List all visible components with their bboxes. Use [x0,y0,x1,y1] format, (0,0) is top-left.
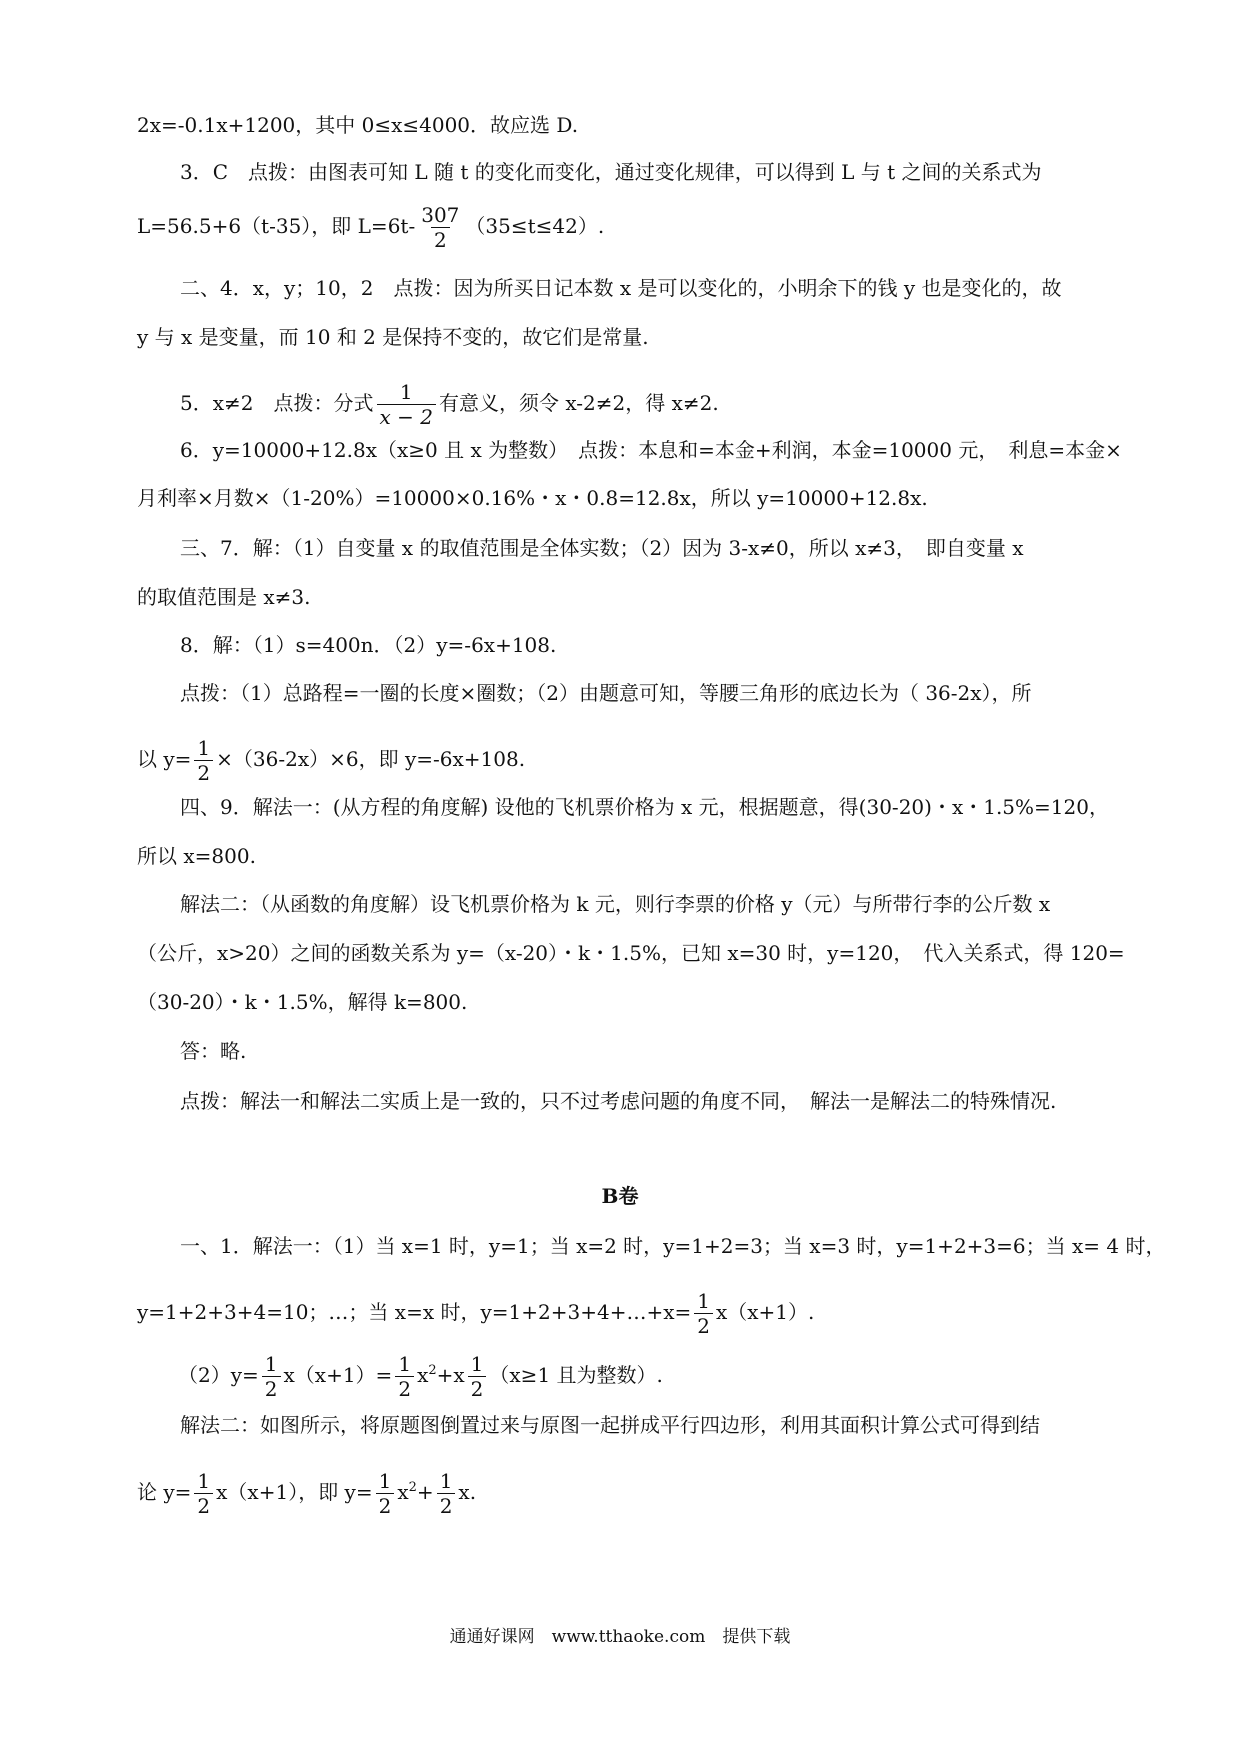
text-segment: 以 y= [137,747,192,771]
section-title: B卷 [601,1184,639,1208]
exponent: 2 [408,1480,417,1495]
fraction-denominator: 2 [376,1493,395,1518]
text-segment: x（x+1），即 y= [216,1480,373,1504]
text-line [137,736,525,785]
exponent: 2 [428,1363,437,1378]
text-line: 二、4．x，y；10，2 点拨：因为所买日记本数 x 是可以变化的，小明余下的钱 y 也是变化的，故 [180,276,1062,300]
fraction-numerator: 1 [197,1469,211,1493]
fraction-numerator: 1 [197,736,211,760]
fraction-numerator: 1 [470,1352,484,1376]
fraction-denominator: 2 [395,1376,414,1401]
text-line: 3．C 点拨：由图表可知 L 随 t 的变化而变化，通过变化规律，可以得到 L 与 t 之间的关系式为 [180,160,1042,184]
text-line [180,380,719,429]
fraction-denominator: 2 [431,227,450,252]
text-segment: L=56.5+6（t-35），即 L=6t- [137,214,416,238]
fraction [262,1352,281,1401]
text-line: （30-20）・k・1.5%，解得 k=800. [137,990,468,1014]
text-line: 月利率×月数×（1-20%）=10000×0.16%・x・0.8=12.8x，所以 y=10000+12.8x. [137,486,928,510]
text-line: 点拨：（1）总路程=一圈的长度×圈数；（2）由题意可知，等腰三角形的底边长为（ 36-2x），所 [180,681,1032,705]
text-segment: 5．x≠2 点拨：分式 [180,391,374,415]
fraction-numerator: 1 [378,1469,392,1493]
text-line [178,1352,663,1401]
text-line: 所以 x=800. [137,844,256,868]
fraction-numerator: 1 [264,1352,278,1376]
text-line: y 与 x 是变量，而 10 和 2 是保持不变的，故它们是常量. [137,325,649,349]
fraction [376,1469,395,1518]
text-line: 6．y=10000+12.8x（x≥0 且 x 为整数） 点拨：本息和=本金+利润，本金=10000 元， 利息=本金× [180,438,1122,462]
text-segment: （x≥1 且为整数）. [489,1363,663,1387]
text-line: 的取值范围是 x≠3. [137,585,311,609]
fraction-numerator: 1 [697,1289,710,1313]
text-segment: x（x+1）. [715,1300,815,1324]
fraction [468,1352,487,1401]
fraction [194,736,213,785]
fraction [395,1352,414,1401]
fraction-denominator: 2 [437,1493,456,1518]
fraction-denominator: x − 2 [377,404,436,429]
text-segment: ×（36-2x）×6，即 y=-6x+108. [216,747,526,771]
text-line: 点拨：解法一和解法二实质上是一致的，只不过考虑问题的角度不同， 解法一是解法二的特殊情况. [180,1089,1057,1113]
text-line: 解法二：如图所示，将原题图倒置过来与原图一起拼成平行四边形，利用其面积计算公式可得到结 [180,1413,1040,1437]
fraction-numerator: 1 [399,380,413,404]
text-segment: 有意义，须令 x-2≠2，得 x≠2. [438,391,719,415]
fraction-denominator: 2 [262,1376,281,1401]
text-line: 2x=-0.1x+1200，其中 0≤x≤4000．故应选 D. [137,113,579,137]
text-line: 三、7．解：（1）自变量 x 的取值范围是全体实数；（2）因为 3-x≠0，所以 x≠3， 即自变量 x [180,536,1024,560]
text-segment: x（x+1）= [283,1363,393,1387]
fraction-numerator: 1 [398,1352,412,1376]
fraction [377,380,436,429]
text-line: 一、1．解法一：（1）当 x=1 时，y=1；当 x=2 时，y=1+2=3；当 x=3 时，y=1+2+3=6；当 x= 4 时， [180,1234,1166,1258]
text-line [137,203,604,252]
text-segment: + [416,1480,434,1504]
text-line: （公斤，x>20）之间的函数关系为 y=（x-20）・k・1.5%，已知 x=30 时，y=120， 代入关系式，得 120= [137,941,1125,965]
text-line [137,1289,814,1338]
fraction-numerator: 1 [439,1469,453,1493]
page-footer: 通通好课网 www.tthaoke.com 提供下载 [449,1627,791,1647]
fraction [437,1469,456,1518]
fraction-denominator: 2 [468,1376,487,1401]
fraction [418,203,462,252]
text-line [137,1469,476,1518]
text-line: 8．解：（1）s=400n．（2）y=-6x+108. [180,633,557,657]
text-segment: x [417,1363,429,1387]
text-segment: x [397,1480,409,1504]
text-segment: x. [458,1480,477,1504]
fraction-denominator: 2 [694,1313,713,1338]
text-segment: （35≤t≤42）. [465,214,605,238]
fraction-numerator: 307 [421,203,460,227]
text-segment: 论 y= [137,1480,192,1504]
text-segment: （2）y= [178,1363,259,1387]
text-segment: +x [436,1363,465,1387]
fraction-denominator: 2 [194,1493,213,1518]
text-segment: y=1+2+3+4=10；…；当 x=x 时，y=1+2+3+4+…+x= [137,1300,692,1324]
fraction-denominator: 2 [194,760,213,785]
fraction [694,1289,713,1338]
fraction [194,1469,213,1518]
text-line: 解法二：（从函数的角度解）设飞机票价格为 k 元，则行李票的价格 y（元）与所带行李的公斤数 x [180,892,1051,916]
text-line: 四、9．解法一：(从方程的角度解) 设他的飞机票价格为 x 元，根据题意，得(30-20)・x・1.5%=120， [180,795,1109,819]
text-line: 答：略. [180,1039,247,1063]
